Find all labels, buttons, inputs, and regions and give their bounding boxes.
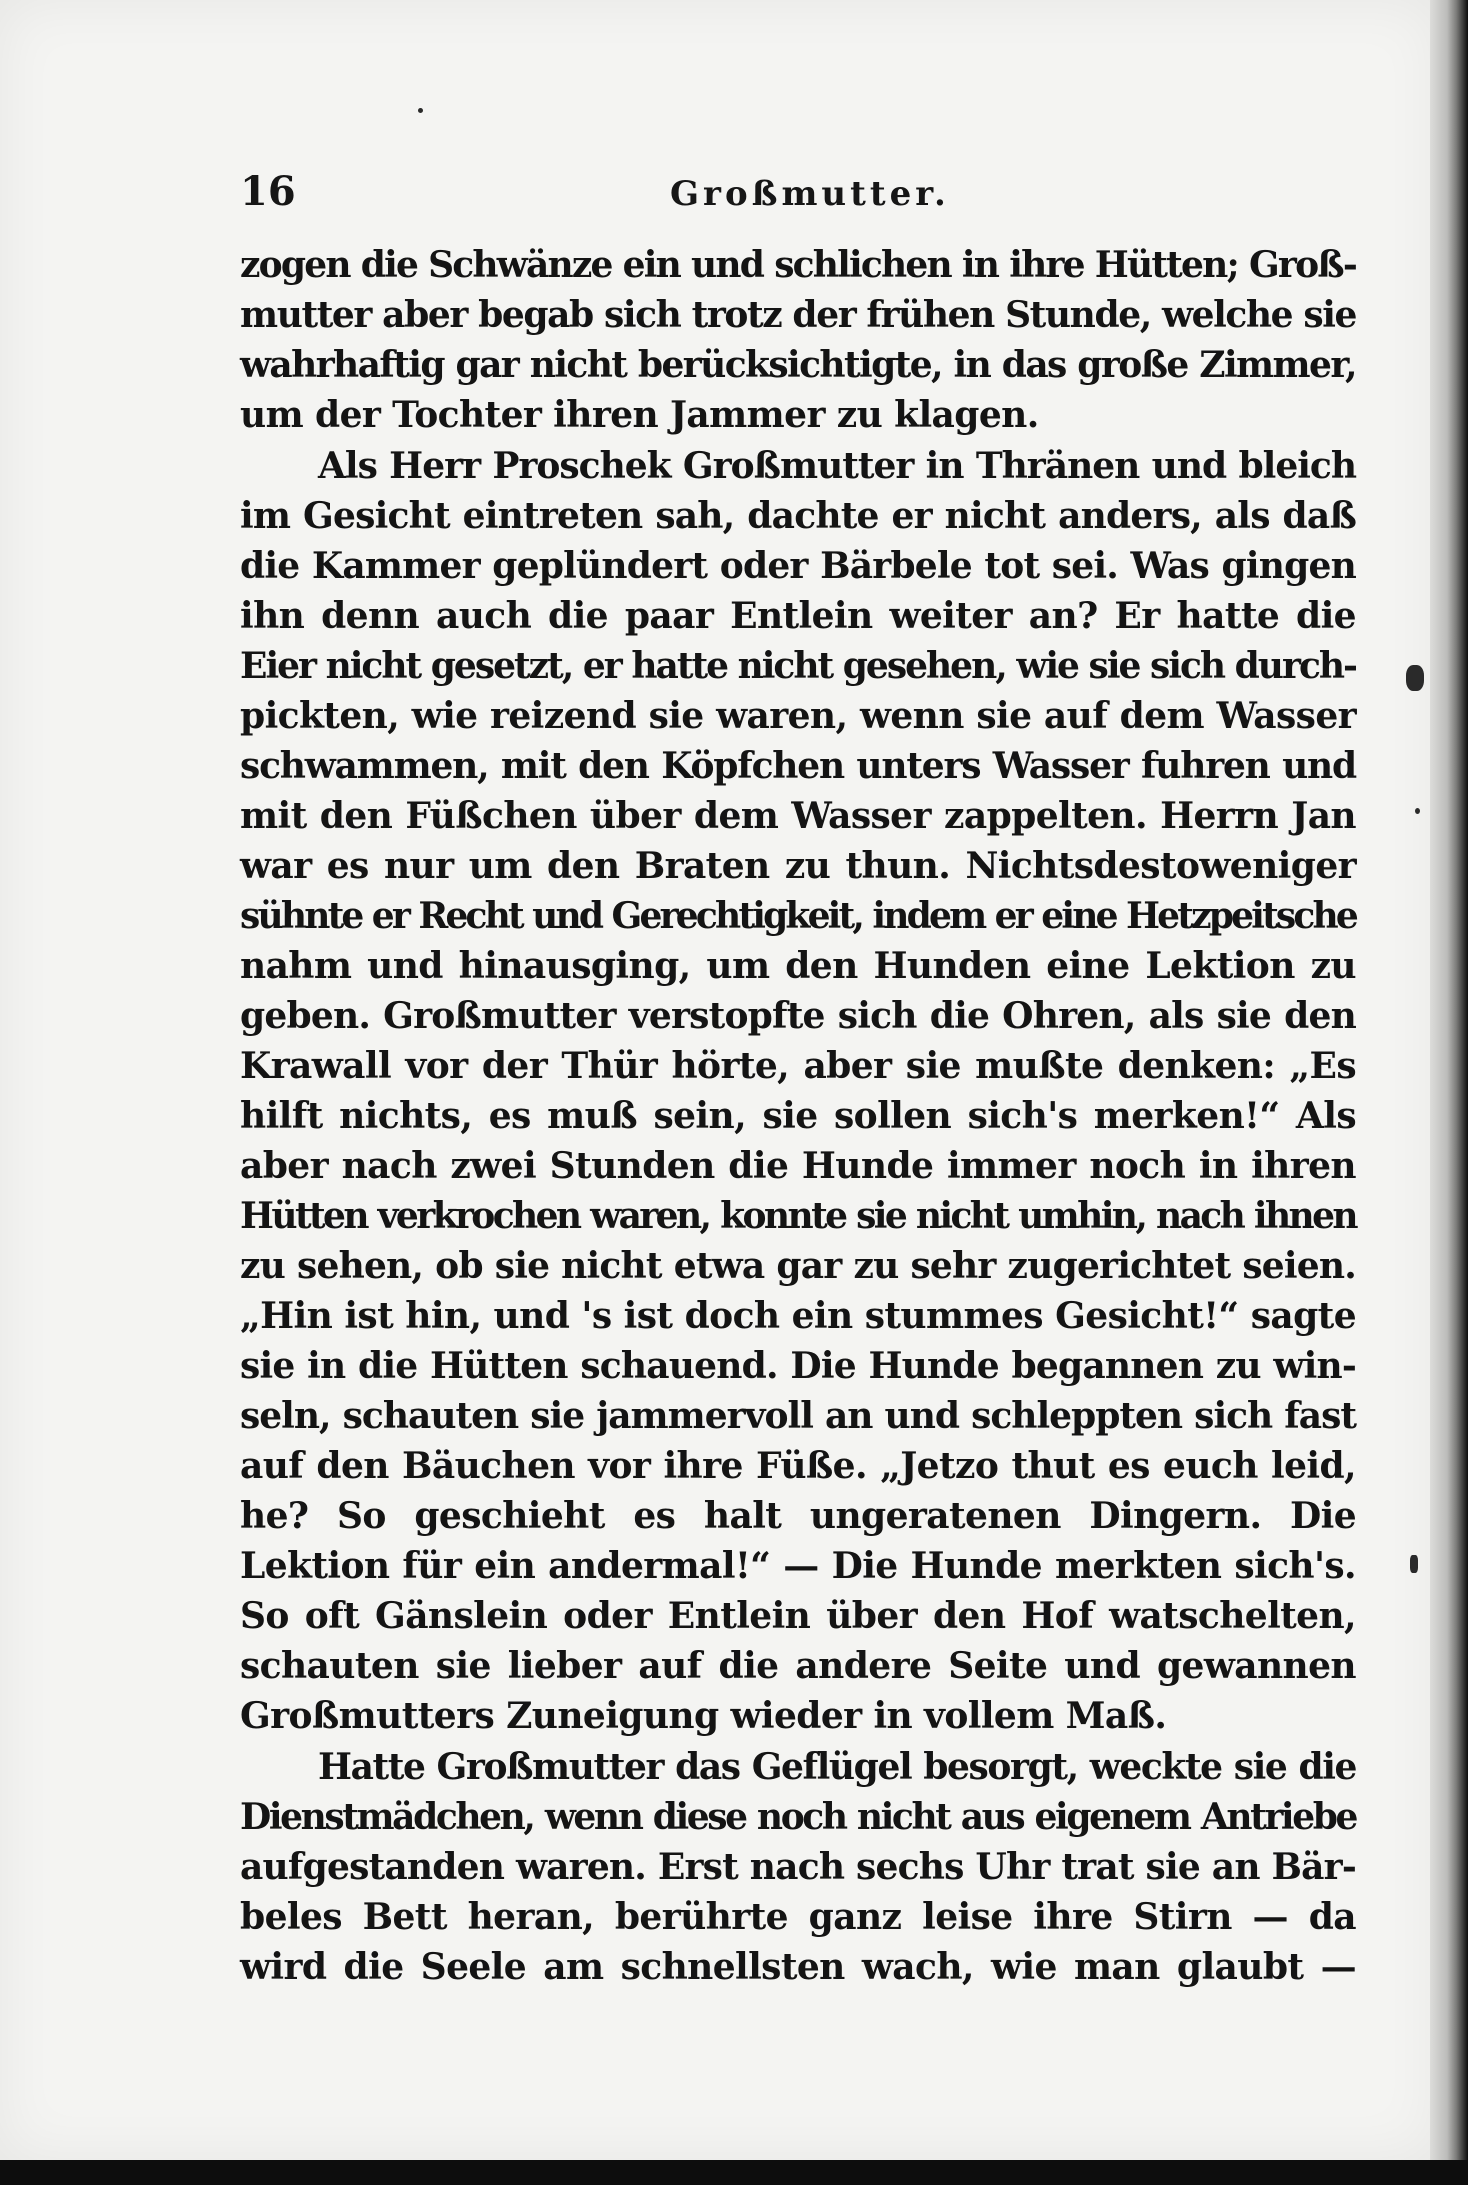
text-line: sie in die Hütten schauend. Die Hunde begannen zu win- <box>240 1345 1356 1387</box>
text-line: beles Bett heran, berührte ganz leise ihre Stirn — da <box>240 1896 1356 1938</box>
text-line: „Hin ist hin, und 's ist doch ein stummes Gesicht!“ sagte <box>240 1295 1356 1337</box>
text-line: sühnte er Recht und Gerechtigkeit, indem er eine Hetzpeitsche <box>240 895 1356 937</box>
paragraph-1 <box>240 240 1356 440</box>
text-line: seln, schauten sie jammervoll an und schleppten sich fast <box>240 1395 1356 1437</box>
ink-speck <box>418 108 423 113</box>
text-line: Hütten verkrochen waren, konnte sie nicht umhin, nach ihnen <box>240 1195 1356 1237</box>
text-line: wahrhaftig gar nicht berücksichtigte, in das große Zimmer, <box>240 344 1356 386</box>
page-number: 16 <box>240 168 296 215</box>
text-line: zu sehen, ob sie nicht etwa gar zu sehr zugerichtet seien. <box>240 1245 1356 1287</box>
text-line: wird die Seele am schnellsten wach, wie man glaubt — <box>240 1946 1356 1988</box>
text-line: aber nach zwei Stunden die Hunde immer noch in ihren <box>240 1145 1356 1187</box>
text-line: Krawall vor der Thür hörte, aber sie mußte denken: „Es <box>240 1045 1356 1087</box>
text-line: war es nur um den Braten zu thun. Nichtsdestoweniger <box>240 845 1356 887</box>
paragraph-3 <box>240 1742 1356 1992</box>
text-line: zogen die Schwänze ein und schlichen in ihre Hütten; Groß- <box>240 244 1356 286</box>
text-line: schauten sie lieber auf die andere Seite und gewannen <box>240 1645 1356 1687</box>
text-line: Als Herr Proschek Großmutter in Thränen und bleich <box>318 445 1356 487</box>
page-edge-shadow <box>1430 0 1468 2185</box>
ink-speck <box>1410 1555 1418 1573</box>
ink-speck <box>1415 808 1420 814</box>
text-line: Großmutters Zuneigung wieder in vollem Maß. <box>240 1695 1167 1737</box>
text-line: ihn denn auch die paar Entlein weiter an? Er hatte die <box>240 595 1356 637</box>
text-line: im Gesicht eintreten sah, dachte er nicht anders, als daß <box>240 495 1356 537</box>
text-line: Hatte Großmutter das Geflügel besorgt, weckte sie die <box>318 1746 1356 1788</box>
paragraph-2 <box>240 441 1356 1741</box>
text-line: So oft Gänslein oder Entlein über den Hof watschelten, <box>240 1595 1356 1637</box>
body-text <box>240 240 1356 1992</box>
text-line: geben. Großmutter verstopfte sich die Ohren, als sie den <box>240 995 1356 1037</box>
text-line: hilft nichts, es muß sein, sie sollen sich's merken!“ Als <box>240 1095 1356 1137</box>
text-line: Eier nicht gesetzt, er hatte nicht gesehen, wie sie sich durch- <box>240 645 1356 687</box>
ink-speck <box>1406 665 1424 691</box>
text-line: pickten, wie reizend sie waren, wenn sie auf dem Wasser <box>240 695 1356 737</box>
text-line: um der Tochter ihren Jammer zu klagen. <box>240 394 1039 436</box>
text-line: aufgestanden waren. Erst nach sechs Uhr trat sie an Bär- <box>240 1846 1356 1888</box>
scan-border <box>0 2160 1468 2185</box>
text-line: auf den Bäuchen vor ihre Füße. „Jetzo thut es euch leid, <box>240 1445 1356 1487</box>
text-line: nahm und hinausging, um den Hunden eine Lektion zu <box>240 945 1356 987</box>
text-line: mutter aber begab sich trotz der frühen Stunde, welche sie <box>240 294 1356 336</box>
text-line: schwammen, mit den Köpfchen unters Wasser fuhren und <box>240 745 1356 787</box>
text-line: die Kammer geplündert oder Bärbele tot sei. Was gingen <box>240 545 1356 587</box>
running-head: Großmutter. <box>670 174 950 214</box>
text-line: Dienstmädchen, wenn diese noch nicht aus eigenem Antriebe <box>240 1796 1356 1838</box>
page-header <box>240 162 1356 222</box>
text-line: Lektion für ein andermal!“ — Die Hunde merkten sich's. <box>240 1545 1356 1587</box>
text-line: he? So geschieht es halt ungeratenen Dingern. Die <box>240 1495 1356 1537</box>
text-line: mit den Füßchen über dem Wasser zappelten. Herrn Jan <box>240 795 1356 837</box>
